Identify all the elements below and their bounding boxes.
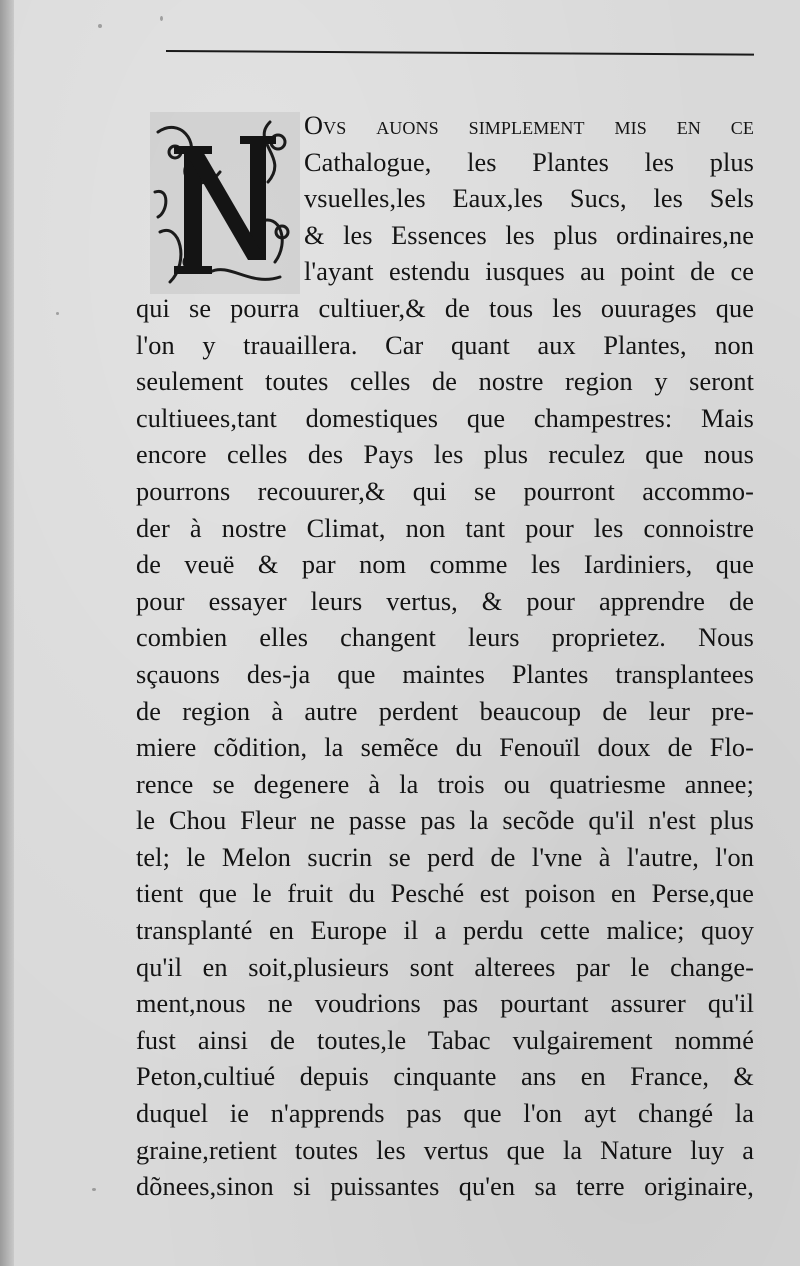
- text-line: tel; le Melon sucrin se perd de l'vne à l'autre, l'on: [136, 842, 754, 872]
- text-line: tient que le fruit du Pesché est poison en Perse,que: [136, 879, 754, 909]
- text-line: Ovs auons simplement mis en ce: [304, 111, 754, 140]
- text-line: cultiuees,tant domestiques que champestres: Mais: [136, 403, 754, 433]
- text-line: vsuelles,les Eaux,les Sucs, les Sels: [304, 184, 754, 214]
- text-line: fust ainsi de toutes,le Tabac vulgairement nommé: [136, 1025, 754, 1055]
- text-line: miere cõdition, la semẽce du Fenouïl doux de Flo-: [136, 733, 754, 763]
- text-line: rence se degenere à la trois ou quatriesme annee;: [136, 769, 754, 799]
- paper-speck: [92, 1188, 96, 1191]
- text-line: de veuë & par nom comme les Iardiniers, que: [136, 550, 754, 580]
- page-binding-edge: [0, 0, 14, 1266]
- text-line: qui se pourra cultiuer,& de tous les ouurages que: [136, 293, 754, 323]
- text-line: sçauons des-ja que maintes Plantes transplantees: [136, 659, 754, 689]
- text-line: dõnees,sinon si puissantes qu'en sa terre originaire,: [136, 1172, 754, 1202]
- header-rule: [166, 50, 754, 56]
- text-line: le Chou Fleur ne passe pas la secõde qu'il n'est plus: [136, 806, 754, 836]
- text-line: Peton,cultiué depuis cinquante ans en France, &: [136, 1062, 754, 1092]
- text-line: de region à autre perdent beaucoup de leur pre-: [136, 696, 754, 726]
- paper-speck: [56, 312, 59, 315]
- text-line: pourrons recouurer,& qui se pourront accommo-: [136, 476, 754, 506]
- text-line: der à nostre Climat, non tant pour les connoistre: [136, 513, 754, 543]
- text-line: encore celles des Pays les plus reculez que nous: [136, 440, 754, 470]
- text-line: Cathalogue, les Plantes les plus: [304, 147, 754, 177]
- text-line: graine,retient toutes les vertus que la Nature luy a: [136, 1135, 754, 1165]
- text-line: pour essayer leurs vertus, & pour apprendre de: [136, 586, 754, 616]
- text-line: transplanté en Europe il a perdu cette malice; quoy: [136, 916, 754, 946]
- text-line: l'ayant estendu iusques au point de ce: [304, 257, 754, 287]
- text-line: duquel ie n'apprends pas que l'on ayt changé la: [136, 1099, 754, 1129]
- text-line: seulement toutes celles de nostre region y seront: [136, 367, 754, 397]
- text-line: ment,nous ne voudrions pas pourtant assurer qu'il: [136, 989, 754, 1019]
- paper-speck: [98, 24, 102, 28]
- text-line: combien elles changent leurs proprietez. Nous: [136, 623, 754, 653]
- paper-speck: [160, 16, 163, 21]
- text-line: & les Essences les plus ordinaires,ne: [304, 220, 754, 250]
- text-line: l'on y trauaillera. Car quant aux Plantes, non: [136, 330, 754, 360]
- text-line: qu'il en soit,plusieurs sont alterees par le change-: [136, 952, 754, 982]
- body-text: [136, 108, 754, 1206]
